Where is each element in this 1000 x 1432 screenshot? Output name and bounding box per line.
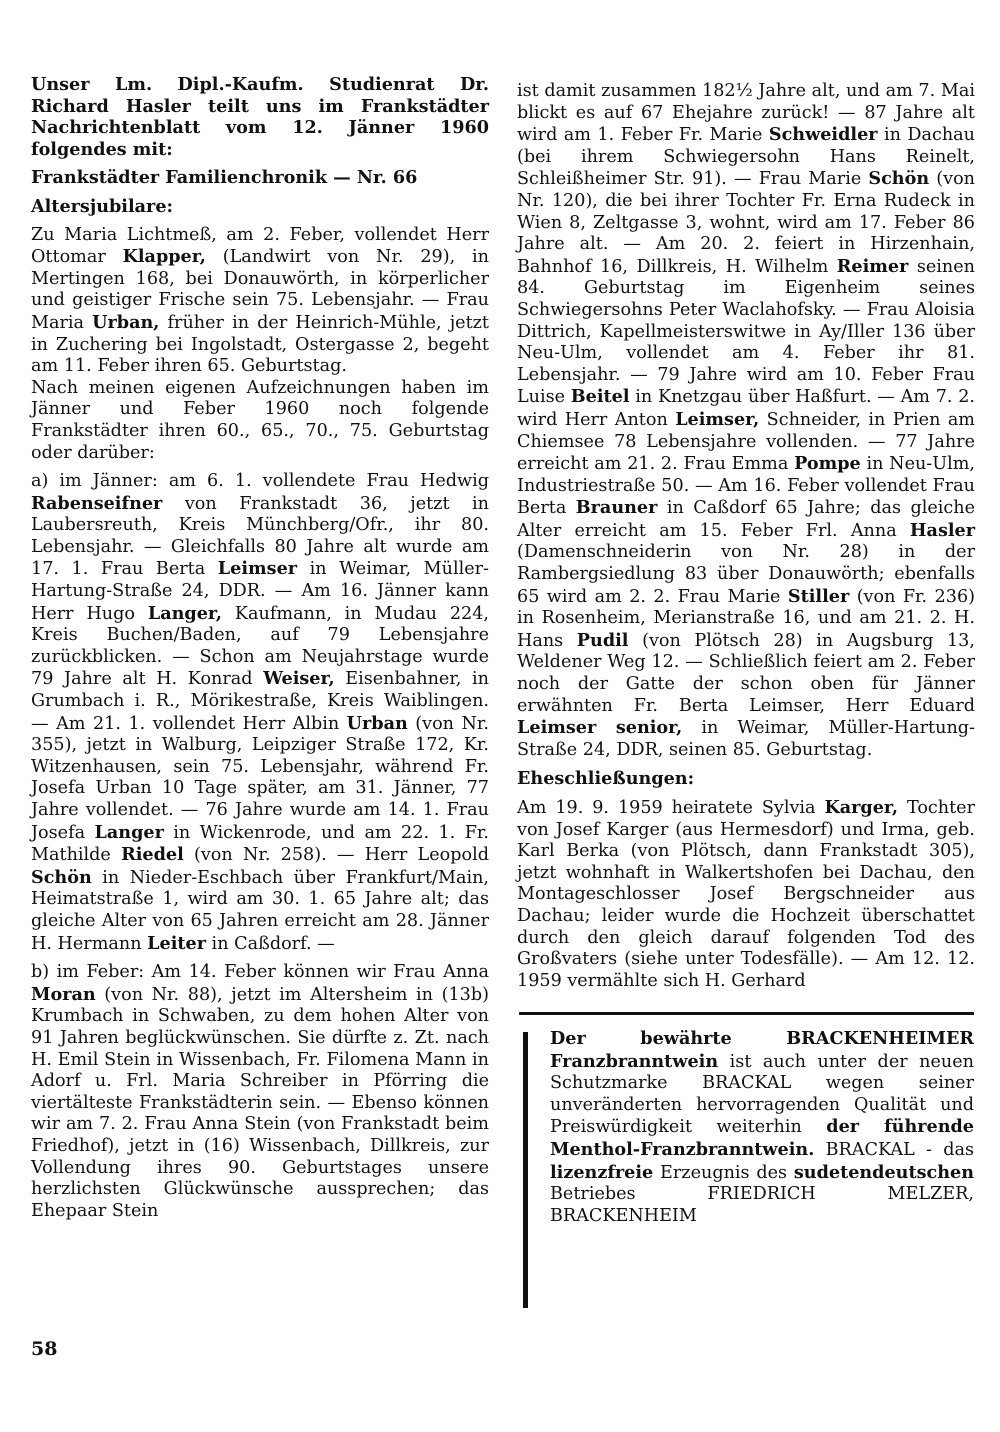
bold-name: Schweidler	[768, 124, 878, 146]
bold-name: sudetendeutschen	[793, 1161, 974, 1183]
left-column	[31, 74, 489, 1222]
bold-name: Leimser senior,	[517, 717, 683, 739]
bold-name: Riedel	[121, 844, 184, 866]
article-paragraph: a) im Jänner: am 6. 1. vollendete Frau Hedwig Rabenseifner von Frankstadt 36, jetzt in Laubersreuth, Kreis Münchberg/Ofr., ihr 80. Lebensjahr. — Gleichfalls 80 Jahre alt wurde am 17. 1. Frau Berta Leimser in Weimar, Müller-Hartung-Straße 24, DDR. — Am 16. Jänner kann Herr Hugo Langer, Kaufmann, in Mudau 224, Kreis Buchen/Baden, auf 79 Lebensjahre zurückblicken. — Schon am Neujahrstage wurde 79 Jahre alt H. Konrad Weiser, Eisenbahner, in Grumbach i. R., Mörikestraße, Kreis Waiblingen. — Am 21. 1. vollendet Herr Albin Urban (von Nr. 355), jetzt in Walburg, Leipziger Straße 172, Kr. Witzenhausen, sein 75. Lebensjahr, während Fr. Josefa Urban 10 Tage später, am 31. Jänner, 77 Jahre vollendet. — 76 Jahre wurde am 14. 1. Frau Josefa Langer in Wickenrode, und am 22. 1. Fr. Mathilde Riedel (von Nr. 258). — Herr Leopold Schön in Nieder-Eschbach über Frankfurt/Main, Heimatstraße 1, wird am 30. 1. 65 Jahre alt; das gleiche Alter von 65 Jahren erreicht am 28. Jänner H. Hermann Leiter in Caßdorf. —	[31, 471, 489, 954]
article-paragraph: Am 19. 9. 1959 heiratete Sylvia Karger, Tochter von Josef Karger (aus Hermesdorf) und Irma, geb. Karl Berka (von Plötsch, dann Frankstadt 305), jetzt wohnhaft in Walkertshofen bei Dachau, den Montageschlosser Josef Bergschneider aus Dachau; leider wurde die Hochzeit überschattet durch den gleich darauf folgenden Tod des Großvaters (siehe unter Todesfälle). — Am 12. 12. 1959 vermählte sich H. Gerhard	[517, 797, 975, 991]
bold-name: Pompe	[794, 453, 861, 475]
intro-paragraph: Unser Lm. Dipl.-Kaufm. Studienrat Dr. Richard Hasler teilt uns im Frankstädter Nachrichtenblatt vom 12. Jänner 1960 folgendes mit:	[31, 74, 489, 160]
bold-name: Stiller	[787, 585, 850, 607]
bold-name: Weiser,	[263, 668, 335, 690]
bold-name: der führende Menthol-Franzbranntwein.	[550, 1116, 974, 1160]
bold-name: Schön	[31, 866, 92, 888]
bold-name: Der bewährte BRACKENHEIMER Franzbranntwein	[550, 1028, 974, 1072]
article-paragraph: b) im Feber: Am 14. Feber können wir Frau Anna Moran (von Nr. 88), jetzt im Altersheim in (13b) Krumbach in Schwaben, zu dem hohen Alter von 91 Jahren beglückwünschen. Sie dürfte z. Zt. nach H. Emil Stein in Wissenbach, Fr. Filomena Mann in Adorf u. Frl. Maria Schreiber in Pförring die viertälteste Frankstädterin sein. — Ebenso können wir am 7. 2. Frau Anna Stein (von Frankstadt beim Friedhof), jetzt in (16) Wissenbach, Dillkreis, zur Vollendung ihres 90. Geburtstages unsere herzlichsten Glückwünsche aussprechen; das Ehepaar Stein	[31, 962, 489, 1221]
right-column	[517, 81, 975, 992]
bold-name: Urban,	[92, 311, 160, 333]
bold-name: Rabenseifner	[31, 492, 163, 514]
advertisement-text: Der bewährte BRACKENHEIMER Franzbranntwein ist auch unter der neuen Schutzmarke BRACKAL wegen seiner unveränderten hervorragenden Qualität und Preiswürdigkeit weiterhin der führende Menthol-Franzbranntwein. BRACKAL - das lizenzfreie Erzeugnis des sudetendeutschen Betriebes FRIEDRICH MELZER, BRACKENHEIM	[550, 1028, 974, 1226]
bold-name: Langer,	[147, 602, 223, 624]
bold-name: Hasler	[909, 519, 975, 541]
bold-name: Moran	[31, 983, 96, 1005]
section-title-eheschliessungen: Eheschließungen:	[517, 768, 695, 790]
bold-name: Leiter	[147, 932, 206, 954]
bold-name: Leimser,	[675, 408, 760, 430]
bold-name: Leimser	[217, 558, 298, 580]
bold-name: Schön	[868, 168, 930, 190]
section-title-altersjubilare: Altersjubilare:	[31, 195, 174, 217]
article-paragraph: Zu Maria Lichtmeß, am 2. Feber, vollendet Herr Ottomar Klapper, (Landwirt von Nr. 29), in Mertingen 168, bei Donauwörth, in körperlicher und geistiger Frische sein 75. Lebensjahr. — Frau Maria Urban, früher in der Heinrich-Mühle, jetzt in Zuchering bei Ingolstadt, Ostergasse 2, begeht am 11. Feber ihren 65. Geburtstag.	[31, 224, 489, 377]
bold-name: Langer	[94, 821, 164, 843]
bold-name: lizenzfreie	[550, 1161, 654, 1183]
bold-name: Urban	[346, 712, 408, 734]
article-paragraph: ist damit zusammen 182½ Jahre alt, und am 7. Mai blickt es auf 67 Ehejahre zurück! — 87 Jahre alt wird am 1. Feber Fr. Marie Schweidler in Dachau (bei ihrem Schwiegersohn Hans Reinelt, Schleißheimer Str. 91). — Frau Marie Schön (von Nr. 120), die bei ihrer Tochter Fr. Erna Rudeck in Wien 8, Zeltgasse 3, wohnt, wird am 17. Feber 86 Jahre alt. — Am 20. 2. feiert in Hirzenhain, Bahnhof 16, Dillkreis, H. Wilhelm Reimer seinen 84. Geburtstag im Eigenheim seines Schwiegersohns Peter Waclahofsky. — Frau Aloisia Dittrich, Kapellmeisterswitwe in Ay/Iller 136 über Neu-Ulm, vollendet am 4. Feber ihr 81. Lebensjahr. — 79 Jahre wird am 10. Feber Frau Luise Beitel in Knetzgau über Haßfurt. — Am 7. 2. wird Herr Anton Leimser, Schneider, in Prien am Chiemsee 78 Lebensjahre vollenden. — 77 Jahre erreicht am 21. 2. Frau Emma Pompe in Neu-Ulm, Industriestraße 50. — Am 16. Feber vollendet Frau Berta Brauner in Caßdorf 65 Jahre; das gleiche Alter erreicht am 15. Feber Frl. Anna Hasler (Damenschneiderin von Nr. 28) in der Rambergsiedlung 83 über Donauwörth; ebenfalls 65 wird am 2. 2. Frau Marie Stiller (von Fr. 236) in Rosenheim, Merianstraße 16, und am 21. 2. H. Hans Pudil (von Plötsch 28) in Augsburg 13, Weldener Weg 12. — Schließlich feiert am 2. Feber noch der Gatte der schon oben für Jänner erwähnten Fr. Berta Leimser, Herr Eduard Leimser senior, in Weimar, Müller-Hartung-Straße 24, DDR, seinen 85. Geburtstag.	[517, 81, 976, 760]
bold-name: Brauner	[575, 497, 658, 519]
bold-name: Reimer	[836, 255, 909, 277]
bold-name: Klapper,	[122, 246, 206, 268]
page-number: 58	[31, 1338, 58, 1360]
chronicle-title: Frankstädter Familienchronik — Nr. 66	[31, 167, 418, 189]
article-paragraph: Nach meinen eigenen Aufzeichnungen haben im Jänner und Feber 1960 noch folgende Frankstädter ihren 60., 65., 70., 75. Geburtstag oder darüber:	[31, 377, 489, 463]
advertisement-box	[519, 1012, 974, 1226]
bold-name: Beitel	[570, 386, 630, 408]
bold-name: Karger,	[824, 797, 899, 818]
ad-vertical-rule	[523, 1032, 528, 1308]
bold-name: Pudil	[576, 629, 629, 651]
